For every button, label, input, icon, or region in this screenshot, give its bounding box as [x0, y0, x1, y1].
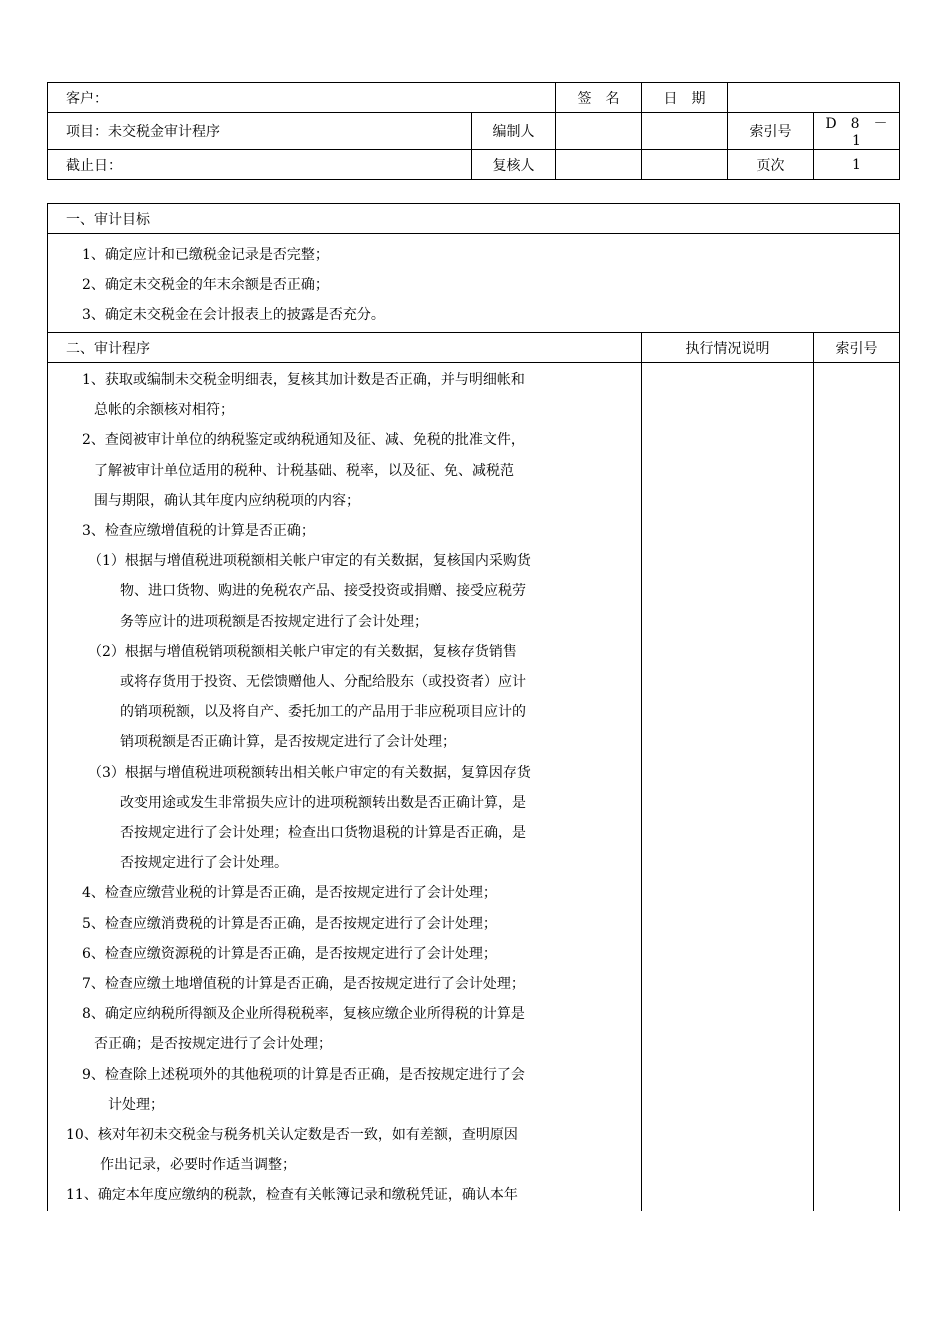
- procedure-line: 否按规定进行了会计处理。: [120, 855, 288, 872]
- objectives-title: 一、审计目标: [48, 204, 900, 234]
- procedure-line: 作出记录，必要时作适当调整；: [100, 1157, 296, 1174]
- procedure-line: 总帐的余额核对相符；: [94, 402, 234, 419]
- header-row-client: [48, 83, 900, 113]
- procedure-line: 的销项税额，以及将自产、委托加工的产品用于非应税项目应计的: [120, 704, 526, 721]
- objectives-list: [48, 234, 900, 333]
- index-column-header: 索引号: [814, 333, 900, 363]
- procedure-line: 5、检查应缴消费税的计算是否正确，是否按规定进行了会计处理；: [82, 915, 497, 932]
- procedure-line: 销项税额是否正确计算，是否按规定进行了会计处理；: [120, 734, 456, 751]
- procedures-header-row: [48, 333, 900, 363]
- client-blank-cell: [728, 83, 900, 113]
- procedure-line: 11、确定本年度应缴纳的税款，检查有关帐簿记录和缴税凭证，确认本年: [66, 1187, 518, 1204]
- client-label: 客户：: [48, 83, 556, 113]
- procedures-body-row: [48, 363, 900, 1211]
- procedure-line: 6、检查应缴资源税的计算是否正确，是否按规定进行了会计处理；: [82, 945, 497, 962]
- index-number-cell: [814, 363, 900, 1211]
- procedure-line: 8、确定应纳税所得额及企业所得税税率，复核应缴企业所得税的计算是: [82, 1006, 525, 1023]
- prepared-sign-cell: [556, 113, 642, 150]
- reviewer-date-cell: [642, 150, 728, 180]
- header-row-project: [48, 113, 900, 150]
- objectives-list-row: [48, 234, 900, 333]
- procedure-line: 或将存货用于投资、无偿馈赠他人、分配给股东（或投资者）应计: [120, 674, 526, 691]
- procedure-line: （2）根据与增值税销项税额相关帐户审定的有关数据，复核存货销售: [88, 643, 517, 660]
- prepared-date-cell: [642, 113, 728, 150]
- page-value: 1: [814, 150, 900, 180]
- procedure-line: （3）根据与增值税进项税额转出相关帐户审定的有关数据，复算因存货: [88, 764, 531, 781]
- reviewer-sign-cell: [556, 150, 642, 180]
- procedure-line: 否按规定进行了会计处理；检查出口货物退税的计算是否正确，是: [120, 825, 526, 842]
- procedure-line: 了解被审计单位适用的税种、计税基础、税率，以及征、免、减税范: [94, 462, 514, 479]
- objective-item: 3、确定未交税金在会计报表上的披露是否充分。: [82, 307, 385, 323]
- procedure-line: 围与期限，确认其年度内应纳税项的内容；: [94, 492, 360, 509]
- objective-item: 1、确定应计和已缴税金记录是否完整；: [82, 247, 329, 263]
- procedures-title: 二、审计程序: [48, 333, 642, 363]
- header-table: [47, 82, 900, 180]
- procedure-line: （1）根据与增值税进项税额相关帐户审定的有关数据，复核国内采购货: [88, 553, 531, 570]
- index-label: 索引号: [728, 113, 814, 150]
- sign-label: 签 名: [556, 83, 642, 113]
- procedure-line: 计处理；: [108, 1096, 164, 1113]
- page-label: 页次: [728, 150, 814, 180]
- procedure-line: 4、检查应缴营业税的计算是否正确，是否按规定进行了会计处理；: [82, 885, 497, 902]
- procedure-line: 9、检查除上述税项外的其他税项的计算是否正确，是否按规定进行了会: [82, 1066, 525, 1083]
- reviewer-label: 复核人: [472, 150, 556, 180]
- execution-column-header: 执行情况说明: [642, 333, 814, 363]
- procedure-line: 1、获取或编制未交税金明细表，复核其加计数是否正确，并与明细帐和: [82, 372, 525, 388]
- cutoff-label: 截止日：: [48, 150, 472, 180]
- procedure-line: 10、核对年初未交税金与税务机关认定数是否一致，如有差额，查明原因: [66, 1127, 518, 1144]
- objectives-title-row: [48, 204, 900, 234]
- procedure-line: 2、查阅被审计单位的纳税鉴定或纳税通知及征、减、免税的批准文件，: [82, 432, 525, 449]
- procedure-line: 务等应计的进项税额是否按规定进行了会计处理；: [120, 613, 428, 630]
- procedures-table: [47, 203, 900, 1211]
- procedure-line: 3、检查应缴增值税的计算是否正确；: [82, 523, 315, 540]
- date-label: 日 期: [642, 83, 728, 113]
- objective-item: 2、确定未交税金的年末余额是否正确；: [82, 277, 329, 293]
- header-row-cutoff: [48, 150, 900, 180]
- project-label: 项目：未交税金审计程序: [48, 113, 472, 150]
- procedure-line: 物、进口货物、购进的免税农产品、接受投资或捐赠、接受应税劳: [120, 583, 526, 600]
- prepared-label: 编制人: [472, 113, 556, 150]
- procedure-line: 7、检查应缴土地增值税的计算是否正确，是否按规定进行了会计处理；: [82, 976, 525, 993]
- execution-notes-cell: [642, 363, 814, 1211]
- index-value: D 8 － 1: [814, 113, 900, 150]
- procedure-line: 改变用途或发生非常损失应计的进项税额转出数是否正确计算，是: [120, 794, 526, 811]
- procedures-list: [48, 363, 642, 1211]
- procedure-line: 否正确；是否按规定进行了会计处理；: [94, 1036, 332, 1053]
